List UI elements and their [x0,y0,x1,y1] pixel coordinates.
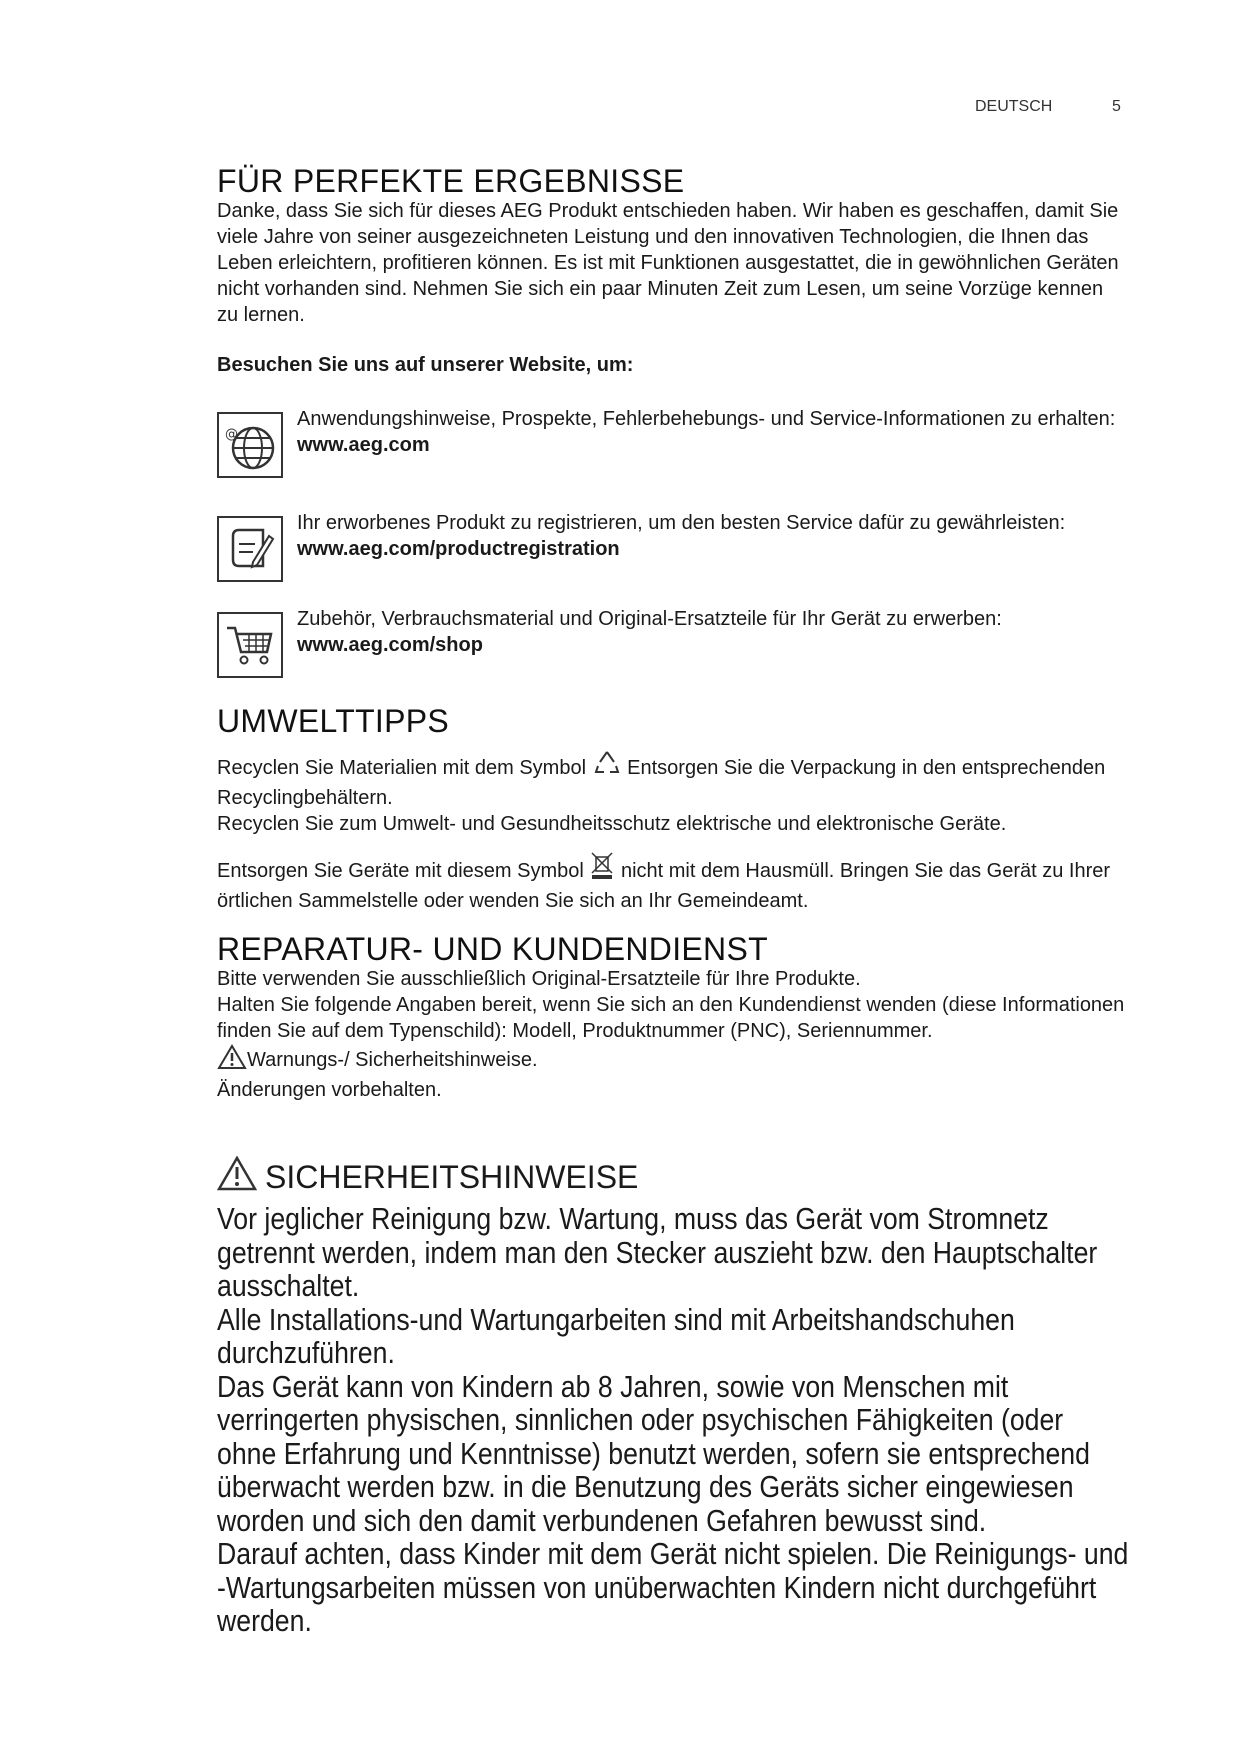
section-service [217,932,1127,1103]
link-description: Ihr erworbenes Produkt zu registrieren, um den besten Service dafür zu gewährleisten: [297,512,1066,534]
aeg-website-link[interactable]: www.aeg.com [297,434,430,456]
service-info-text: Halten Sie folgende Angaben bereit, wenn Sie sich an den Kundendienst wenden (diese Informationen finden Sie auf dem Typenschild): Modell, Produktnummer (PNC), Seriennummer. [217,994,1125,1042]
section-environment [217,704,1127,914]
section-perfect-results [217,164,1127,378]
register-icon [217,516,283,582]
section-safety [217,1156,1127,1638]
intro-text: Danke, dass Sie sich für dieses AEG Produkt entschieden haben. Wir haben es geschaffen, damit Sie viele Jahre von seiner ausgezeichneten Leistung und den innovativen Technologien, die Ihnen das Leben erleichtern, profitieren können. Es ist mit Funktionen ausgestattet, die in gewöhnlichen Geräten nicht vorhanden sind. Nehmen Sie sich ein paar Minuten Zeit zum Lesen, um seine Vorzüge kennen zu lernen. [217,200,1119,326]
recycle-text: Recyclen Sie Materialien mit dem Symbol Entsorgen Sie die Verpackung in den entsprechenden Recyclingbehältern. [217,748,1127,811]
link-row-shop [217,606,1127,678]
crossed-bin-icon [589,849,615,888]
globe-icon [217,412,283,478]
svg-text:@: @ [225,427,238,442]
weee-text: Recyclen Sie zum Umwelt- und Gesundheitsschutz elektrische und elektronische Geräte. [217,813,1007,835]
safety-title: SICHERHEITSHINWEISE [217,1156,1127,1198]
safety-paragraph: Das Gerät kann von Kindern ab 8 Jahren, sowie von Menschen mit verringerten physischen, sinnlichen oder psychischen Fähigkeiten (oder ohne Erfahrung und Kenntnisse) benutzt werden, sofern sie entsprechend überwacht werden bzw. in die Benutzung des Geräts sicher eingewiesen worden und sich den damit verbundenen Gefahren bewusst sind. [217,1368,1090,1538]
link-description: Anwendungshinweise, Prospekte, Fehlerbehebungs- und Service-Informationen zu erhalten: [297,408,1116,430]
recycle-icon [592,748,622,785]
page-number: 5 [1112,98,1121,115]
safety-paragraph: Alle Installations-und Wartungarbeiten sind mit Arbeitshandschuhen durchzuführen. [217,1301,1015,1370]
shop-link[interactable]: www.aeg.com/shop [297,634,483,656]
language-label: DEUTSCH [975,98,1053,115]
warning-icon [217,1156,257,1198]
product-registration-link[interactable]: www.aeg.com/productregistration [297,538,620,560]
section-title: UMWELTTIPPS [217,703,450,739]
disposal-text: Entsorgen Sie Geräte mit diesem Symbol nicht mit dem Hausmüll. Bringen Sie das Gerät zu Ihrer örtlichen Sammelstelle oder wenden Sie sich an Ihr Gemeindeamt. [217,849,1127,914]
link-row-support [217,406,1127,510]
changes-reserved-text: Änderungen vorbehalten. [217,1079,442,1101]
website-links [217,406,1127,678]
safety-paragraph: Vor jeglicher Reinigung bzw. Wartung, muss das Gerät vom Stromnetz getrennt werden, indem man den Stecker auszieht bzw. den Hauptschalter ausschaltet. [217,1201,1098,1303]
warning-icon [217,1044,247,1077]
section-title: REPARATUR- UND KUNDENDIENST [217,931,768,967]
cart-icon [217,612,283,678]
link-row-registration [217,510,1127,606]
safety-paragraph: Darauf achten, dass Kinder mit dem Gerät nicht spielen. Die Reinigungs- und -Wartungsarbeiten müssen von unüberwachten Kindern nicht durchgeführt werden. [217,1536,1129,1638]
link-description: Zubehör, Verbrauchsmaterial und Original-Ersatzteile für Ihr Gerät zu erwerben: [297,608,1002,630]
warnings-text: Warnungs-/ Sicherheitshinweise. [217,1044,1127,1077]
spare-parts-text: Bitte verwenden Sie ausschließlich Original-Ersatzteile für Ihre Produkte. [217,968,861,990]
section-title: FÜR PERFEKTE ERGEBNISSE [217,163,685,199]
visit-website-text: Besuchen Sie uns auf unserer Website, um: [217,354,634,376]
